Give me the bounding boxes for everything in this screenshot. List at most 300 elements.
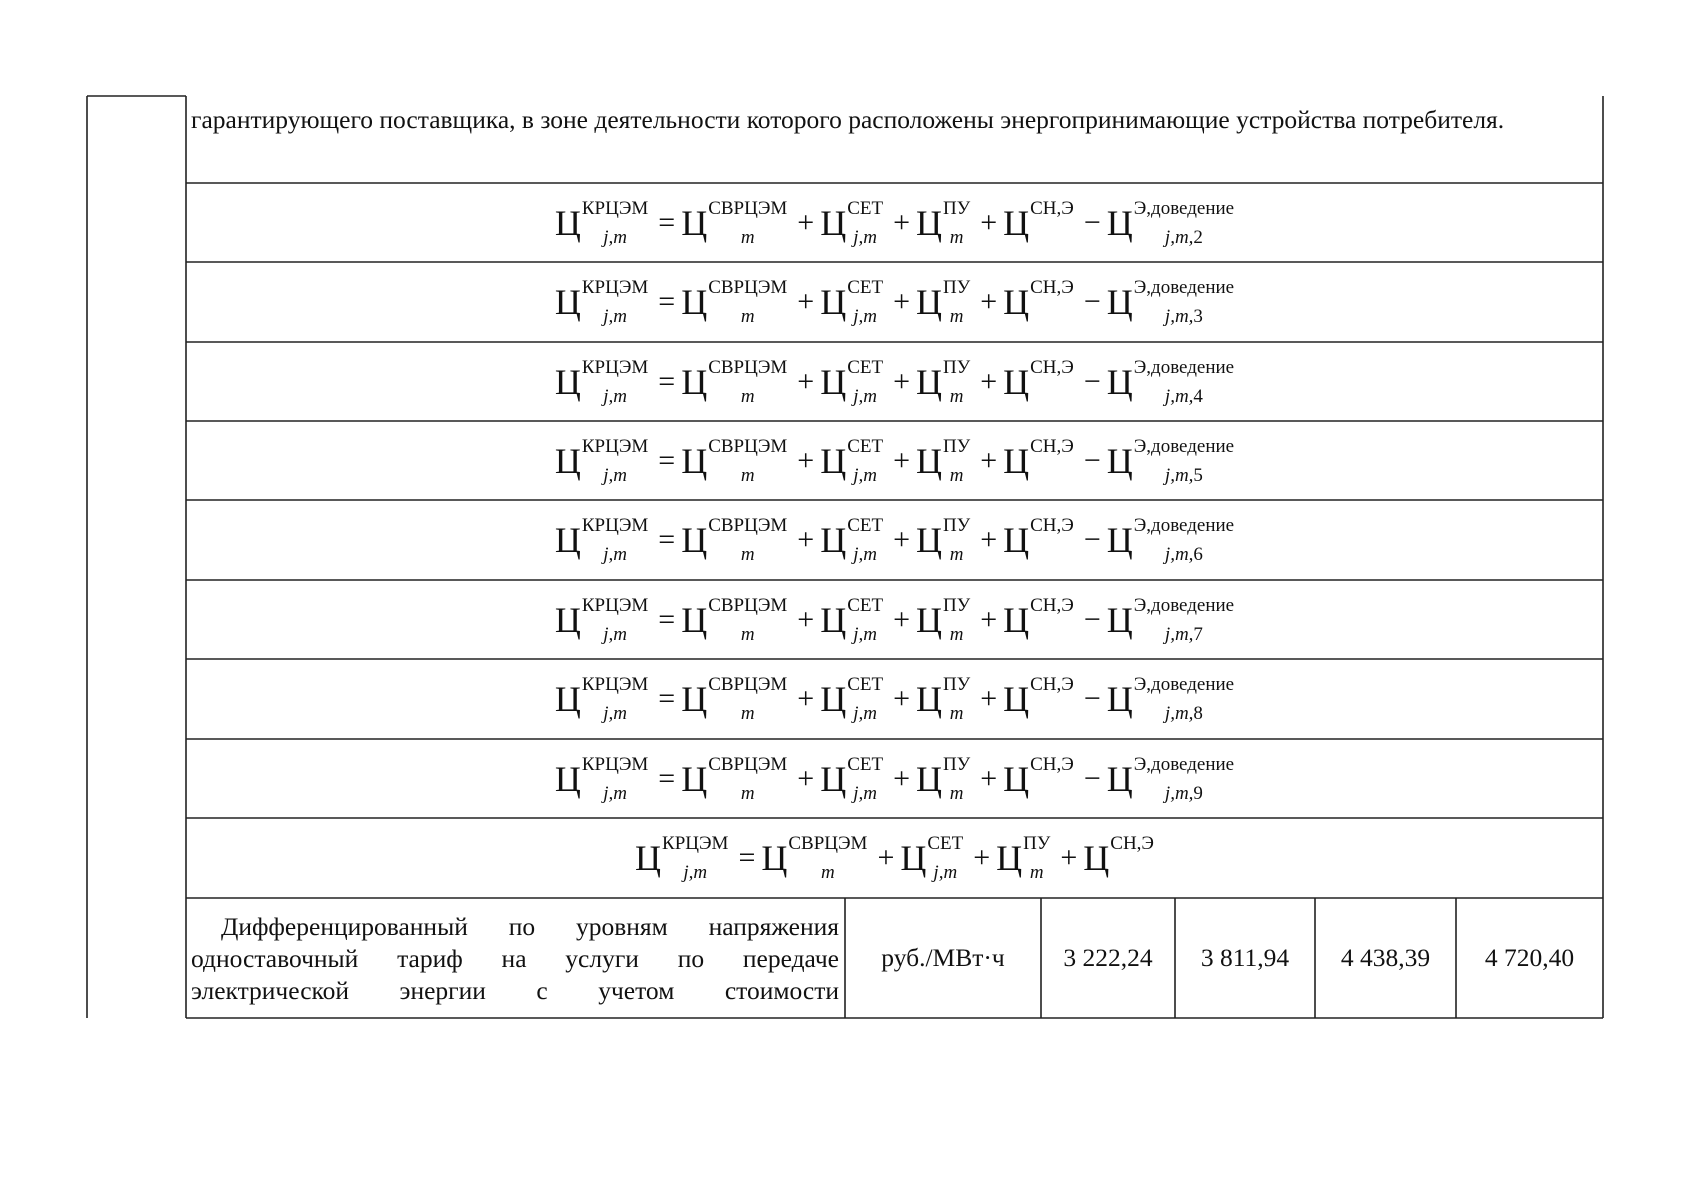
formula-symbol: Ц [554, 202, 581, 243]
formula-subscript-vars: m [740, 623, 755, 645]
formula-superscript: СН,Э [1110, 832, 1154, 854]
formula-term [681, 596, 787, 644]
formula-symbol: Ц [820, 758, 847, 799]
formula-subscript-vars: j,m [603, 623, 627, 645]
formula-symbol: Ц [681, 599, 708, 640]
formula-subscript [1134, 228, 1234, 247]
formula-row [186, 183, 1603, 262]
formula-term [1003, 278, 1074, 326]
formula-operator: + [797, 284, 815, 318]
formula-row [186, 659, 1603, 738]
formula-subscript [582, 704, 648, 723]
formula-symbol: Ц [1106, 758, 1133, 799]
formula-superscript: Э,доведение [1133, 197, 1235, 219]
formula-superscript: СЕТ [847, 356, 884, 378]
formula-superscript: СН,Э [1030, 356, 1074, 378]
formula-subscript [847, 704, 883, 723]
formula-subscript-index: 6 [1193, 543, 1203, 565]
formula-subscript [1030, 387, 1074, 406]
formula-term [555, 596, 648, 644]
formula-subscript [1110, 863, 1154, 882]
formula-symbol: Ц [554, 678, 581, 719]
formula-subscript-vars: j,m [933, 861, 958, 883]
formula-subscript [708, 625, 787, 644]
formula-subscript [943, 307, 970, 326]
formula-subscript-vars: m [821, 861, 835, 883]
formula-subscript-vars: m [1029, 861, 1044, 883]
formula-symbol: Ц [681, 202, 708, 243]
formula-operator: + [893, 522, 911, 556]
formula-term [916, 437, 970, 485]
formula-symbol: Ц [681, 678, 708, 719]
formula-subscript-vars: m [949, 305, 964, 327]
formula-superscript: КРЦЭМ [581, 435, 649, 457]
formula-term [916, 675, 970, 723]
formula-operator: + [980, 761, 998, 795]
formula-superscript: ПУ [943, 276, 971, 298]
formula-subscript [582, 545, 648, 564]
formula-operator: + [797, 443, 815, 477]
formula-symbol: Ц [1106, 281, 1133, 322]
formula-subscript-index: 2 [1193, 226, 1203, 248]
formula-symbol: Ц [1003, 678, 1030, 719]
formula-superscript: ПУ [943, 753, 971, 775]
formula-superscript: ПУ [943, 435, 971, 457]
formula-subscript [943, 784, 970, 803]
formula-subscript-vars: m [740, 226, 755, 248]
formula-subscript [582, 387, 648, 406]
formula-operator: + [893, 761, 911, 795]
formula-subscript [708, 387, 787, 406]
formula-term [1003, 358, 1074, 406]
formula-operator: = [658, 284, 676, 318]
formula-superscript: КРЦЭМ [581, 594, 649, 616]
formula-superscript: СН,Э [1030, 276, 1074, 298]
formula-subscript [1134, 704, 1234, 723]
formula-operator: − [1083, 761, 1101, 795]
formula-operator: − [1083, 681, 1101, 715]
formula-term [555, 278, 648, 326]
formula-operator: + [797, 602, 815, 636]
formula-operator: − [1083, 205, 1101, 239]
formula-operator: + [973, 840, 991, 874]
formula-term [1107, 437, 1234, 485]
formula-superscript: СЕТ [847, 276, 884, 298]
formula-term [681, 278, 787, 326]
formula-symbol: Ц [1106, 361, 1133, 402]
formula-subscript [708, 784, 787, 803]
formula-superscript: СВРЦЭМ [788, 832, 868, 854]
formula-term [555, 437, 648, 485]
formula-operator: − [1083, 522, 1101, 556]
formula-term [1003, 199, 1074, 247]
formula-subscript [662, 863, 728, 882]
formula-subscript [1134, 545, 1234, 564]
formula-term [1003, 437, 1074, 485]
formula-symbol: Ц [1106, 202, 1133, 243]
formula-subscript-vars: j,m [683, 861, 708, 883]
formula-symbol: Ц [554, 440, 581, 481]
formula-superscript: КРЦЭМ [581, 514, 649, 536]
formula-operator: + [797, 681, 815, 715]
tariff-value-1: 3 222,24 [1063, 943, 1153, 972]
formula-subscript-vars: j,m [853, 543, 878, 565]
formula-subscript [1030, 784, 1074, 803]
formula-term [1107, 516, 1234, 564]
formula-term [1003, 675, 1074, 723]
formula-operator: = [658, 761, 676, 795]
formula-term [916, 199, 970, 247]
formula-superscript: КРЦЭМ [581, 673, 649, 695]
formula-subscript-vars: j,m [603, 226, 627, 248]
formula-symbol: Ц [820, 361, 847, 402]
formula-term [555, 755, 648, 803]
formula-operator: = [658, 522, 676, 556]
formula-term [1107, 675, 1234, 723]
formula-subscript-vars: m [949, 226, 964, 248]
formula-subscript-vars: j,m [603, 385, 627, 407]
formula-symbol: Ц [1003, 599, 1030, 640]
formula-symbol: Ц [635, 837, 662, 878]
formula-operator: − [1083, 364, 1101, 398]
formula-symbol: Ц [681, 361, 708, 402]
formula-subscript [927, 863, 963, 882]
formula-superscript: Э,доведение [1133, 356, 1235, 378]
formula-symbol: Ц [820, 519, 847, 560]
formula-symbol: Ц [900, 837, 927, 878]
formula-subscript [847, 784, 883, 803]
formula-subscript-vars: m [949, 623, 964, 645]
formula-subscript [847, 625, 883, 644]
formula-operator: = [738, 840, 756, 874]
formula-operator: + [797, 761, 815, 795]
formula-subscript-index: 8 [1193, 702, 1203, 724]
formula-symbol: Ц [820, 440, 847, 481]
formula-term [555, 516, 648, 564]
formula-term [820, 675, 883, 723]
formula-subscript-vars: m [740, 543, 755, 565]
tariff-value-3: 4 438,39 [1340, 943, 1431, 972]
formula-superscript: СЕТ [847, 673, 884, 695]
formula-term [1107, 358, 1234, 406]
formula-symbol: Ц [820, 202, 847, 243]
formula-row [186, 421, 1603, 500]
formula-superscript: ПУ [1023, 832, 1051, 854]
formula-term [1107, 199, 1234, 247]
formula-subscript-vars: j,m, [1164, 305, 1194, 327]
formula-symbol: Ц [996, 837, 1023, 878]
formula-subscript-index: 4 [1193, 385, 1203, 407]
tariff-value-4: 4 720,40 [1484, 943, 1575, 972]
formula-subscript [1134, 466, 1234, 485]
formula-superscript: СЕТ [847, 594, 884, 616]
formula-symbol: Ц [554, 281, 581, 322]
formula-superscript: ПУ [943, 514, 971, 536]
formula-operator: + [797, 522, 815, 556]
formula-subscript-index: 3 [1193, 305, 1203, 327]
formula-symbol: Ц [1003, 202, 1030, 243]
formula-superscript: Э,доведение [1133, 753, 1235, 775]
formula-term [555, 675, 648, 723]
formula-subscript-vars: j,m, [1164, 623, 1194, 645]
tariff-unit: руб./МВт·ч [881, 943, 1005, 972]
formula-subscript-vars: j,m, [1164, 702, 1194, 724]
formula-row [186, 580, 1603, 659]
formula-subscript [847, 307, 883, 326]
formula-term [820, 755, 883, 803]
formula-subscript [1030, 704, 1074, 723]
formula-term [820, 516, 883, 564]
formula-symbol: Ц [1083, 837, 1110, 878]
formula-subscript-vars: m [949, 385, 964, 407]
formula-operator: + [893, 602, 911, 636]
formula-term [1083, 834, 1154, 882]
formula-subscript [708, 545, 787, 564]
formula-term [681, 516, 787, 564]
formula-subscript-vars: j,m, [1164, 464, 1194, 486]
formula-operator: + [877, 840, 895, 874]
formula-term [820, 278, 883, 326]
formula-symbol: Ц [916, 440, 943, 481]
formula-superscript: Э,доведение [1133, 514, 1235, 536]
formula-subscript [708, 228, 787, 247]
formula-subscript-vars: j,m [603, 305, 627, 327]
formula-subscript [708, 307, 787, 326]
formula-operator: = [658, 443, 676, 477]
formula-subscript [582, 784, 648, 803]
formula-superscript: СВРЦЭМ [708, 594, 788, 616]
formula-term [996, 834, 1050, 882]
formula-operator: = [658, 681, 676, 715]
formula-symbol: Ц [916, 678, 943, 719]
formula-subscript [708, 466, 787, 485]
formula-subscript-vars: m [740, 464, 755, 486]
formula-operator: + [980, 364, 998, 398]
formula-operator: + [893, 205, 911, 239]
formula-superscript: СВРЦЭМ [708, 514, 788, 536]
formula-superscript: СН,Э [1030, 514, 1074, 536]
formula-operator: − [1083, 284, 1101, 318]
formula-subscript [1023, 863, 1050, 882]
formula-superscript: Э,доведение [1133, 435, 1235, 457]
formula-symbol: Ц [761, 837, 788, 878]
formula-symbol: Ц [681, 281, 708, 322]
formula-subscript-vars: j,m [853, 385, 878, 407]
formula-subscript [847, 387, 883, 406]
formula-subscript-vars: j,m [853, 226, 878, 248]
formula-term [916, 358, 970, 406]
formula-symbol: Ц [1003, 519, 1030, 560]
formula-operator: + [1060, 840, 1078, 874]
formula-operator: + [980, 443, 998, 477]
formula-superscript: Э,доведение [1133, 673, 1235, 695]
formula-term [681, 675, 787, 723]
formula-superscript: КРЦЭМ [581, 356, 649, 378]
formula-superscript: СН,Э [1030, 673, 1074, 695]
formula-subscript [1134, 307, 1234, 326]
formula-row [186, 500, 1603, 579]
formula-term [681, 199, 787, 247]
formula-operator: + [893, 443, 911, 477]
formula-term [555, 199, 648, 247]
formula-symbol: Ц [681, 440, 708, 481]
formula-symbol: Ц [681, 519, 708, 560]
formula-superscript: СН,Э [1030, 594, 1074, 616]
formula-row [186, 818, 1603, 897]
formula-superscript: СН,Э [1030, 197, 1074, 219]
formula-superscript: СЕТ [847, 197, 884, 219]
formula-symbol: Ц [1106, 678, 1133, 719]
formula-subscript-index: 9 [1193, 782, 1203, 804]
formula-term [916, 755, 970, 803]
formula-superscript: ПУ [943, 673, 971, 695]
formula-term [1107, 596, 1234, 644]
formula-subscript [1030, 307, 1074, 326]
formula-symbol: Ц [554, 758, 581, 799]
formula-subscript-vars: m [740, 305, 755, 327]
formula-superscript: СВРЦЭМ [708, 276, 788, 298]
formula-term [916, 278, 970, 326]
formula-subscript [943, 704, 970, 723]
formula-subscript [582, 228, 648, 247]
formula-superscript: СН,Э [1030, 753, 1074, 775]
formula-subscript-vars: j,m, [1164, 226, 1194, 248]
formula-symbol: Ц [1106, 440, 1133, 481]
intro-paragraph: гарантирующего поставщика, в зоне деятельности которого расположены энергопринимающие устройства потребителя. [191, 105, 1505, 134]
formula-superscript: СВРЦЭМ [708, 435, 788, 457]
formula-superscript: КРЦЭМ [581, 276, 649, 298]
formula-subscript [582, 307, 648, 326]
formula-symbol: Ц [916, 361, 943, 402]
formula-subscript-vars: j,m [603, 782, 627, 804]
formula-symbol: Ц [681, 758, 708, 799]
formula-symbol: Ц [916, 202, 943, 243]
formula-subscript-vars: m [740, 702, 755, 724]
formula-symbol: Ц [1003, 361, 1030, 402]
formula-superscript: КРЦЭМ [581, 753, 649, 775]
formula-term [820, 437, 883, 485]
formula-row [186, 262, 1603, 341]
formula-subscript-vars: j,m [853, 702, 878, 724]
formula-symbol: Ц [820, 599, 847, 640]
formula-term [635, 834, 728, 882]
formula-term [1003, 596, 1074, 644]
formula-superscript: СН,Э [1030, 435, 1074, 457]
formula-symbol: Ц [1003, 758, 1030, 799]
formula-subscript-vars: j,m [603, 464, 627, 486]
formula-subscript-vars: m [949, 782, 964, 804]
formula-superscript: СВРЦЭМ [708, 753, 788, 775]
formula-superscript: СЕТ [847, 514, 884, 536]
formula-superscript: КРЦЭМ [662, 832, 729, 854]
formula-term [1003, 516, 1074, 564]
formula-superscript: КРЦЭМ [581, 197, 649, 219]
formula-superscript: СЕТ [927, 832, 964, 854]
formula-symbol: Ц [916, 519, 943, 560]
formula-operator: + [980, 681, 998, 715]
formula-subscript [1030, 545, 1074, 564]
formula-subscript-vars: m [949, 702, 964, 724]
formula-subscript [943, 466, 970, 485]
formula-subscript-vars: j,m [853, 464, 878, 486]
formula-operator: + [893, 364, 911, 398]
formula-operator: + [893, 284, 911, 318]
formula-superscript: СВРЦЭМ [708, 673, 788, 695]
formula-subscript [1134, 784, 1234, 803]
formula-superscript: Э,доведение [1133, 276, 1235, 298]
formula-term [1107, 755, 1234, 803]
formula-superscript: СВРЦЭМ [708, 197, 788, 219]
formula-operator: − [1083, 602, 1101, 636]
formula-symbol: Ц [554, 519, 581, 560]
tariff-description: Дифференцированный по уровням напряжения одноставочный тариф на услуги по передаче электрической энергии с учетом стоимости [191, 912, 839, 1005]
formula-superscript: ПУ [943, 594, 971, 616]
formula-subscript [1030, 228, 1074, 247]
formula-subscript [943, 625, 970, 644]
formula-subscript-vars: j,m [603, 702, 627, 724]
formula-subscript [1030, 625, 1074, 644]
formula-subscript [708, 704, 787, 723]
formula-subscript-vars: m [949, 543, 964, 565]
formula-row [186, 342, 1603, 421]
formula-subscript [1134, 387, 1234, 406]
formula-subscript [582, 466, 648, 485]
formula-operator: = [658, 364, 676, 398]
formula-subscript-vars: j,m [603, 543, 627, 565]
formula-subscript-vars: j,m, [1164, 385, 1194, 407]
formula-operator: + [797, 205, 815, 239]
formula-symbol: Ц [916, 599, 943, 640]
formula-symbol: Ц [916, 758, 943, 799]
formula-subscript [943, 545, 970, 564]
formula-subscript [788, 863, 867, 882]
formula-term [761, 834, 867, 882]
formula-subscript [943, 228, 970, 247]
formula-term [900, 834, 963, 882]
formula-symbol: Ц [1003, 281, 1030, 322]
formula-subscript-vars: m [740, 385, 755, 407]
formula-subscript [943, 387, 970, 406]
formula-operator: + [980, 522, 998, 556]
formula-subscript [1030, 466, 1074, 485]
formula-subscript-index: 5 [1193, 464, 1203, 486]
formula-term [820, 596, 883, 644]
formula-symbol: Ц [820, 281, 847, 322]
formula-subscript [847, 545, 883, 564]
formula-subscript-vars: j,m [853, 782, 878, 804]
formula-subscript [847, 228, 883, 247]
formula-superscript: ПУ [943, 197, 971, 219]
formula-symbol: Ц [916, 281, 943, 322]
formula-superscript: ПУ [943, 356, 971, 378]
formula-subscript-vars: m [740, 782, 755, 804]
formula-term [1107, 278, 1234, 326]
formula-term [820, 199, 883, 247]
formula-term [916, 596, 970, 644]
formula-subscript-vars: j,m, [1164, 782, 1194, 804]
formula-operator: + [980, 602, 998, 636]
formula-term [820, 358, 883, 406]
formula-term [555, 358, 648, 406]
formula-superscript: СВРЦЭМ [708, 356, 788, 378]
formula-operator: − [1083, 443, 1101, 477]
formula-term [681, 358, 787, 406]
formula-subscript [582, 625, 648, 644]
formula-symbol: Ц [1106, 599, 1133, 640]
formula-subscript-vars: m [949, 464, 964, 486]
formula-subscript-vars: j,m, [1164, 543, 1194, 565]
formula-term [681, 755, 787, 803]
